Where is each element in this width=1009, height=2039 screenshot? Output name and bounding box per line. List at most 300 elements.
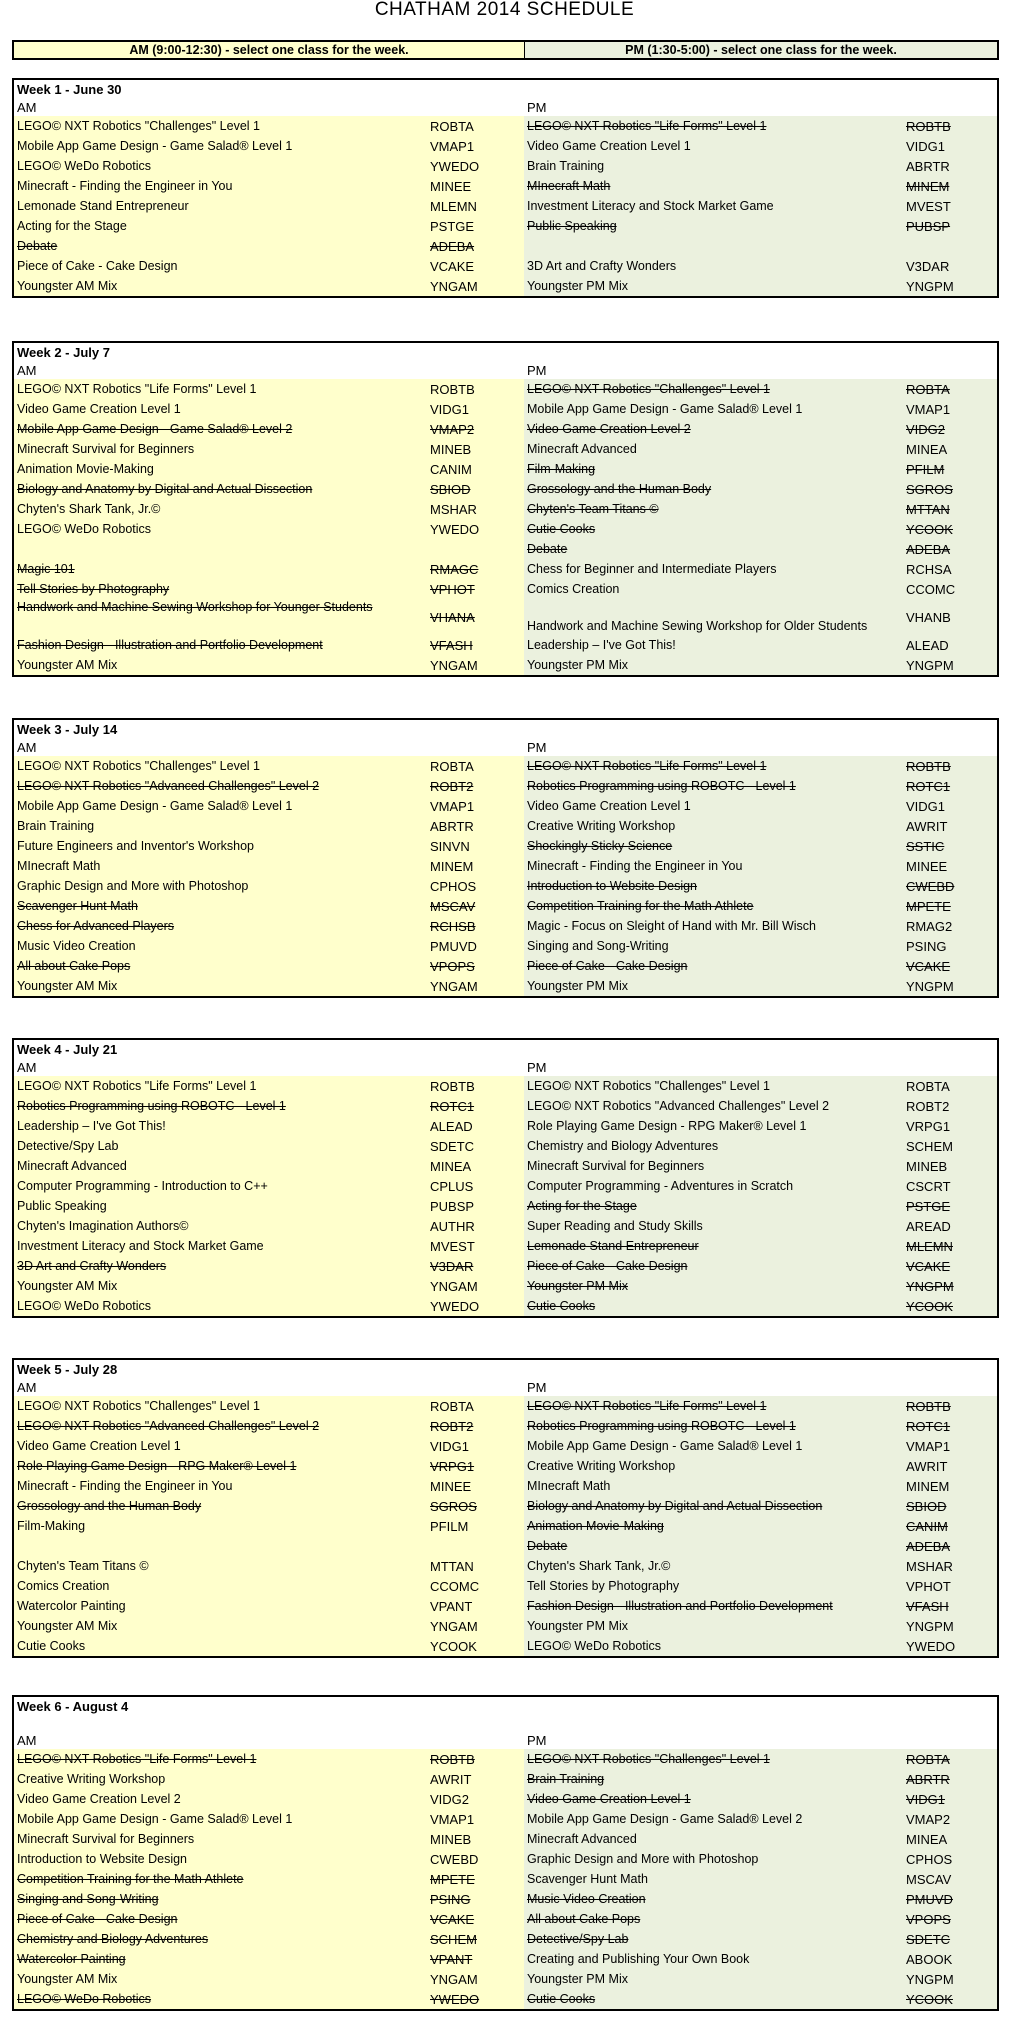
pm-class-name: LEGO© NXT Robotics "Challenges" Level 1	[524, 1076, 903, 1096]
pm-class-name: Detective/Spy Lab	[524, 1929, 903, 1949]
am-class-name: Brain Training	[14, 816, 427, 836]
class-row	[14, 1456, 997, 1476]
am-class-code: VPANT	[427, 1949, 524, 1969]
am-class-name: Music Video Creation	[14, 936, 427, 956]
pm-class-code: CANIM	[903, 1516, 997, 1536]
am-class-name: Investment Literacy and Stock Market Game	[14, 1236, 427, 1256]
pm-class-name: Animation Movie-Making	[524, 1516, 903, 1536]
am-class-name: Chyten's Imagination Authors©	[14, 1216, 427, 1236]
pm-class-code: YNGPM	[903, 976, 997, 996]
pm-class-name: Mobile App Game Design - Game Salad® Level 1	[524, 399, 903, 419]
am-class-name: 3D Art and Crafty Wonders	[14, 1256, 427, 1276]
class-row	[14, 579, 997, 599]
week-block	[12, 78, 999, 298]
class-row	[14, 1116, 997, 1136]
am-class-code: VPOPS	[427, 956, 524, 976]
am-class-name: Chess for Advanced Players	[14, 916, 427, 936]
pm-class-code: VIDG1	[903, 136, 997, 156]
class-row	[14, 1416, 997, 1436]
am-class-name: Acting for the Stage	[14, 216, 427, 236]
pm-class-code: ABRTR	[903, 1769, 997, 1789]
pm-class-code: YCOOK	[903, 1296, 997, 1316]
am-column-label: AM	[17, 1380, 37, 1395]
pm-class-code: VMAP1	[903, 399, 997, 419]
am-class-name: LEGO© NXT Robotics "Life Forms" Level 1	[14, 1076, 427, 1096]
am-column-label: AM	[17, 740, 37, 755]
class-row	[14, 1476, 997, 1496]
pm-class-name: Youngster PM Mix	[524, 655, 903, 675]
class-row	[14, 1596, 997, 1616]
pm-class-name: Cutie Cooks	[524, 519, 903, 539]
class-row	[14, 539, 997, 559]
am-class-name: Minecraft - Finding the Engineer in You	[14, 1476, 427, 1496]
am-class-name: Scavenger Hunt Math	[14, 896, 427, 916]
pm-class-code: MSHAR	[903, 1556, 997, 1576]
class-row	[14, 399, 997, 419]
class-row	[14, 1949, 997, 1969]
am-class-code: SDETC	[427, 1136, 524, 1156]
pm-class-code: ADEBA	[903, 1536, 997, 1556]
am-class-code: SGROS	[427, 1496, 524, 1516]
am-class-name: Chyten's Shark Tank, Jr.©	[14, 499, 427, 519]
class-row	[14, 1496, 997, 1516]
am-class-code: VMAP1	[427, 796, 524, 816]
am-class-name: LEGO© NXT Robotics "Challenges" Level 1	[14, 756, 427, 776]
class-row	[14, 156, 997, 176]
pm-class-name: Role Playing Game Design - RPG Maker® Level 1	[524, 1116, 903, 1136]
pm-class-code: SDETC	[903, 1929, 997, 1949]
am-class-name: Piece of Cake - Cake Design	[14, 256, 427, 276]
am-class-name: Video Game Creation Level 1	[14, 399, 427, 419]
class-row	[14, 459, 997, 479]
pm-class-name: Robotics Programming using ROBOTC - Level 1	[524, 1416, 903, 1436]
am-class-name: LEGO© WeDo Robotics	[14, 1296, 427, 1316]
pm-class-name: Acting for the Stage	[524, 1196, 903, 1216]
pm-class-name: Cutie Cooks	[524, 1296, 903, 1316]
page-title: CHATHAM 2014 SCHEDULE	[374, 0, 635, 20]
am-column-label: AM	[17, 1060, 37, 1075]
am-class-name: Magic 101	[14, 559, 427, 579]
class-row	[14, 1889, 997, 1909]
pm-class-code: VCAKE	[903, 1256, 997, 1276]
pm-class-code: VCAKE	[903, 956, 997, 976]
pm-class-name: Piece of Cake - Cake Design	[524, 1256, 903, 1276]
am-class-code: YNGAM	[427, 276, 524, 296]
pm-class-name: Youngster PM Mix	[524, 1276, 903, 1296]
am-class-name: Youngster AM Mix	[14, 1276, 427, 1296]
pm-class-code: MINEM	[903, 176, 997, 196]
class-row	[14, 196, 997, 216]
am-class-name: Role Playing Game Design - RPG Maker® Level 1	[14, 1456, 427, 1476]
pm-class-name: Minecraft Survival for Beginners	[524, 1156, 903, 1176]
am-class-code: YWEDO	[427, 1296, 524, 1316]
am-class-code: MINEB	[427, 1829, 524, 1849]
am-class-name: Youngster AM Mix	[14, 1616, 427, 1636]
am-class-code: ALEAD	[427, 1116, 524, 1136]
pm-class-code: MINEM	[903, 1476, 997, 1496]
am-class-name: Youngster AM Mix	[14, 976, 427, 996]
am-class-name: Film-Making	[14, 1516, 427, 1536]
am-class-code: MSHAR	[427, 499, 524, 519]
pm-class-code: MINEB	[903, 1156, 997, 1176]
class-row	[14, 439, 997, 459]
week-title: Week 4 - July 21	[17, 1042, 118, 1057]
week-title: Week 2 - July 7	[17, 345, 110, 360]
am-class-code: MVEST	[427, 1236, 524, 1256]
am-class-code: AUTHR	[427, 1216, 524, 1236]
class-row	[14, 1636, 997, 1656]
class-row	[14, 1156, 997, 1176]
class-row	[14, 776, 997, 796]
pm-class-code: ABRTR	[903, 156, 997, 176]
class-row	[14, 136, 997, 156]
pm-class-code: PSTGE	[903, 1196, 997, 1216]
am-class-name: Handwork and Machine Sewing Workshop for Younger Students	[14, 599, 427, 635]
pm-class-code: CWEBD	[903, 876, 997, 896]
am-class-name: LEGO© NXT Robotics "Advanced Challenges" Level 2	[14, 776, 427, 796]
am-class-name: Video Game Creation Level 2	[14, 1789, 427, 1809]
session-header	[12, 40, 999, 60]
week-block	[12, 718, 999, 998]
am-class-name: Competition Training for the Math Athlete	[14, 1869, 427, 1889]
pm-class-name: LEGO© NXT Robotics "Life Forms" Level 1	[524, 1396, 903, 1416]
am-class-name: All about Cake Pops	[14, 956, 427, 976]
class-row	[14, 1256, 997, 1276]
class-row	[14, 1516, 997, 1536]
pm-class-name: All about Cake Pops	[524, 1909, 903, 1929]
class-row	[14, 635, 997, 655]
pm-class-name: MInecraft Math	[524, 176, 903, 196]
pm-class-code: VPOPS	[903, 1909, 997, 1929]
class-row	[14, 1076, 997, 1096]
am-class-name: Future Engineers and Inventor's Workshop	[14, 836, 427, 856]
class-row	[14, 1749, 997, 1769]
am-class-code: PSTGE	[427, 216, 524, 236]
pm-class-name: Magic - Focus on Sleight of Hand with Mr. Bill Wisch	[524, 916, 903, 936]
am-class-code: ROBTB	[427, 1076, 524, 1096]
pm-class-name: Biology and Anatomy by Digital and Actual Dissection	[524, 1496, 903, 1516]
am-column-label: AM	[17, 1733, 37, 1748]
class-row	[14, 1989, 997, 2009]
am-class-code: PUBSP	[427, 1196, 524, 1216]
class-row	[14, 956, 997, 976]
class-row	[14, 479, 997, 499]
pm-class-code: YCOOK	[903, 1989, 997, 2009]
am-class-name: Biology and Anatomy by Digital and Actual Dissection	[14, 479, 427, 499]
class-row	[14, 1196, 997, 1216]
am-class-code: VHANA	[427, 599, 524, 635]
am-class-name: Youngster AM Mix	[14, 655, 427, 675]
class-row	[14, 499, 997, 519]
am-class-code: VPHOT	[427, 579, 524, 599]
pm-class-code: MTTAN	[903, 499, 997, 519]
am-class-code: RMAGC	[427, 559, 524, 579]
pm-class-code: VIDG2	[903, 419, 997, 439]
am-class-code: MSCAV	[427, 896, 524, 916]
am-class-name: Animation Movie-Making	[14, 459, 427, 479]
pm-class-code: YNGPM	[903, 1969, 997, 1989]
class-row	[14, 1576, 997, 1596]
pm-class-code: VPHOT	[903, 1576, 997, 1596]
pm-class-code: VFASH	[903, 1596, 997, 1616]
pm-class-code: ROBTA	[903, 1749, 997, 1769]
am-class-code: MLEMN	[427, 196, 524, 216]
pm-class-name: Music Video Creation	[524, 1889, 903, 1909]
am-class-name: Grossology and the Human Body	[14, 1496, 427, 1516]
week-column-labels	[14, 1380, 997, 1396]
pm-class-name: LEGO© NXT Robotics "Life Forms" Level 1	[524, 116, 903, 136]
pm-class-name: Video Game Creation Level 2	[524, 419, 903, 439]
am-class-code: VIDG1	[427, 399, 524, 419]
am-class-code: YNGAM	[427, 976, 524, 996]
class-row	[14, 1216, 997, 1236]
pm-class-name: Chess for Beginner and Intermediate Players	[524, 559, 903, 579]
class-row	[14, 276, 997, 296]
am-class-name: Chemistry and Biology Adventures	[14, 1929, 427, 1949]
class-row	[14, 1236, 997, 1256]
pm-class-name: Fashion Design - Illustration and Portfolio Development	[524, 1596, 903, 1616]
am-class-code: VFASH	[427, 635, 524, 655]
class-row	[14, 1809, 997, 1829]
am-class-code: SCHEM	[427, 1929, 524, 1949]
am-class-code: PSING	[427, 1889, 524, 1909]
pm-class-name: Debate	[524, 539, 903, 559]
am-class-code: ROBTA	[427, 116, 524, 136]
pm-class-code: VMAP2	[903, 1809, 997, 1829]
pm-class-name: LEGO© NXT Robotics "Challenges" Level 1	[524, 379, 903, 399]
pm-class-code: ROBTA	[903, 379, 997, 399]
pm-class-name: Film-Making	[524, 459, 903, 479]
am-class-code: CANIM	[427, 459, 524, 479]
pm-class-code: PMUVD	[903, 1889, 997, 1909]
am-class-code: VRPG1	[427, 1456, 524, 1476]
pm-class-name: LEGO© NXT Robotics "Advanced Challenges" Level 2	[524, 1096, 903, 1116]
pm-class-name: Public Speaking	[524, 216, 903, 236]
pm-class-code: YWEDO	[903, 1636, 997, 1656]
am-class-name: LEGO© NXT Robotics "Life Forms" Level 1	[14, 379, 427, 399]
class-row	[14, 256, 997, 276]
pm-column-label: PM	[527, 363, 547, 378]
am-column-label: AM	[17, 100, 37, 115]
am-class-code: YNGAM	[427, 655, 524, 675]
am-class-name: LEGO© NXT Robotics "Challenges" Level 1	[14, 1396, 427, 1416]
am-class-name: LEGO© NXT Robotics "Challenges" Level 1	[14, 116, 427, 136]
am-class-code: ROBT2	[427, 776, 524, 796]
class-row	[14, 1769, 997, 1789]
am-class-name: Computer Programming - Introduction to C++	[14, 1176, 427, 1196]
pm-class-name: Brain Training	[524, 1769, 903, 1789]
am-class-code: SBIOD	[427, 479, 524, 499]
am-class-code	[427, 539, 524, 559]
class-row	[14, 1436, 997, 1456]
am-class-code: CPLUS	[427, 1176, 524, 1196]
am-class-code	[427, 1536, 524, 1556]
am-class-code: ROTC1	[427, 1096, 524, 1116]
pm-class-name: Introduction to Website Design	[524, 876, 903, 896]
week-block	[12, 1695, 999, 2011]
am-class-name: Minecraft Survival for Beginners	[14, 1829, 427, 1849]
pm-session-header: PM (1:30-5:00) - select one class for the week.	[525, 42, 997, 58]
pm-class-name: Scavenger Hunt Math	[524, 1869, 903, 1889]
pm-class-code: CPHOS	[903, 1849, 997, 1869]
class-row	[14, 836, 997, 856]
pm-class-name: Handwork and Machine Sewing Workshop for Older Students	[524, 599, 903, 635]
am-class-code: PMUVD	[427, 936, 524, 956]
am-class-name: Minecraft Survival for Beginners	[14, 439, 427, 459]
pm-class-code: YNGPM	[903, 655, 997, 675]
class-row	[14, 1536, 997, 1556]
pm-class-name: Super Reading and Study Skills	[524, 1216, 903, 1236]
am-class-code: YNGAM	[427, 1969, 524, 1989]
pm-class-name: Robotics Programming using ROBOTC - Level 1	[524, 776, 903, 796]
class-row	[14, 1296, 997, 1316]
pm-class-name: Debate	[524, 1536, 903, 1556]
pm-class-code: PFILM	[903, 459, 997, 479]
am-class-code: V3DAR	[427, 1256, 524, 1276]
pm-class-name: Chyten's Team Titans ©	[524, 499, 903, 519]
pm-class-name: Shockingly Sticky Science	[524, 836, 903, 856]
am-class-code: ROBTB	[427, 379, 524, 399]
am-class-code: YCOOK	[427, 1636, 524, 1656]
pm-class-code: SCHEM	[903, 1136, 997, 1156]
week-column-labels	[14, 363, 997, 379]
pm-class-code: YNGPM	[903, 1276, 997, 1296]
am-class-name: Creative Writing Workshop	[14, 1769, 427, 1789]
pm-class-code: AREAD	[903, 1216, 997, 1236]
class-row	[14, 236, 997, 256]
pm-class-code: ABOOK	[903, 1949, 997, 1969]
week-title: Week 1 - June 30	[17, 82, 122, 97]
pm-class-code	[903, 236, 997, 256]
pm-class-code: MINEA	[903, 439, 997, 459]
class-row	[14, 559, 997, 579]
pm-class-code: ROBTA	[903, 1076, 997, 1096]
class-row	[14, 796, 997, 816]
pm-class-name: Leadership – I've Got This!	[524, 635, 903, 655]
pm-class-name: Creative Writing Workshop	[524, 816, 903, 836]
pm-class-code: SSTIC	[903, 836, 997, 856]
pm-class-name: Cutie Cooks	[524, 1989, 903, 2009]
am-class-code: VMAP1	[427, 1809, 524, 1829]
pm-class-code: VMAP1	[903, 1436, 997, 1456]
pm-class-code: YNGPM	[903, 1616, 997, 1636]
pm-class-name	[524, 236, 903, 256]
am-class-code: ROBTB	[427, 1749, 524, 1769]
pm-class-code: MSCAV	[903, 1869, 997, 1889]
pm-class-code: ADEBA	[903, 539, 997, 559]
am-class-name: Lemonade Stand Entrepreneur	[14, 196, 427, 216]
am-session-header: AM (9:00-12:30) - select one class for the week.	[14, 42, 525, 58]
pm-class-code: MLEMN	[903, 1236, 997, 1256]
class-row	[14, 216, 997, 236]
pm-class-code: MPETE	[903, 896, 997, 916]
am-class-name: Comics Creation	[14, 1576, 427, 1596]
week-title: Week 3 - July 14	[17, 722, 118, 737]
am-class-name: Detective/Spy Lab	[14, 1136, 427, 1156]
am-class-name: LEGO© NXT Robotics "Life Forms" Level 1	[14, 1749, 427, 1769]
pm-class-code: RCHSA	[903, 559, 997, 579]
week-block	[12, 1038, 999, 1318]
am-class-name: Graphic Design and More with Photoshop	[14, 876, 427, 896]
am-class-code: SINVN	[427, 836, 524, 856]
class-row	[14, 1396, 997, 1416]
am-class-name: Watercolor Painting	[14, 1949, 427, 1969]
class-row	[14, 1616, 997, 1636]
class-row	[14, 1849, 997, 1869]
pm-class-code: ALEAD	[903, 635, 997, 655]
pm-class-name: Video Game Creation Level 1	[524, 796, 903, 816]
pm-class-name: Creating and Publishing Your Own Book	[524, 1949, 903, 1969]
am-class-code: YWEDO	[427, 519, 524, 539]
pm-class-code: YCOOK	[903, 519, 997, 539]
am-class-name: Debate	[14, 236, 427, 256]
am-class-code: ROBTA	[427, 1396, 524, 1416]
am-class-code: CPHOS	[427, 876, 524, 896]
week-block	[12, 1358, 999, 1658]
pm-class-code: ROTC1	[903, 1416, 997, 1436]
pm-class-name: Competition Training for the Math Athlete	[524, 896, 903, 916]
am-class-code: VCAKE	[427, 1909, 524, 1929]
pm-class-name: Mobile App Game Design - Game Salad® Level 1	[524, 1436, 903, 1456]
pm-class-name: LEGO© WeDo Robotics	[524, 1636, 903, 1656]
am-class-name: Youngster AM Mix	[14, 276, 427, 296]
pm-class-code: ROTC1	[903, 776, 997, 796]
pm-class-code: V3DAR	[903, 256, 997, 276]
am-class-code: ROBTA	[427, 756, 524, 776]
am-class-code: VIDG1	[427, 1436, 524, 1456]
am-class-name: Tell Stories by Photography	[14, 579, 427, 599]
pm-class-name: Youngster PM Mix	[524, 1969, 903, 1989]
pm-class-code: PSING	[903, 936, 997, 956]
am-class-name: Watercolor Painting	[14, 1596, 427, 1616]
pm-class-name: Chyten's Shark Tank, Jr.©	[524, 1556, 903, 1576]
am-class-name: Robotics Programming using ROBOTC - Level 1	[14, 1096, 427, 1116]
am-class-code: YWEDO	[427, 1989, 524, 2009]
class-row	[14, 1909, 997, 1929]
class-row	[14, 519, 997, 539]
am-class-name	[14, 1536, 427, 1556]
pm-class-name: Minecraft Advanced	[524, 1829, 903, 1849]
am-class-code: MPETE	[427, 1869, 524, 1889]
am-class-code: YWEDO	[427, 156, 524, 176]
pm-class-name: Comics Creation	[524, 579, 903, 599]
pm-class-name: Video Game Creation Level 1	[524, 1789, 903, 1809]
class-row	[14, 1136, 997, 1156]
pm-class-name: Graphic Design and More with Photoshop	[524, 1849, 903, 1869]
pm-class-code: ROBTB	[903, 756, 997, 776]
class-row	[14, 976, 997, 996]
am-class-name: Video Game Creation Level 1	[14, 1436, 427, 1456]
pm-class-name: Chemistry and Biology Adventures	[524, 1136, 903, 1156]
am-class-name: Piece of Cake - Cake Design	[14, 1909, 427, 1929]
am-class-name: Mobile App Game Design - Game Salad® Level 2	[14, 419, 427, 439]
am-column-label: AM	[17, 363, 37, 378]
am-class-code: ABRTR	[427, 816, 524, 836]
am-class-name: Minecraft Advanced	[14, 1156, 427, 1176]
class-row	[14, 936, 997, 956]
class-row	[14, 176, 997, 196]
class-row	[14, 379, 997, 399]
pm-class-name: Grossology and the Human Body	[524, 479, 903, 499]
class-row	[14, 419, 997, 439]
am-class-code: PFILM	[427, 1516, 524, 1536]
class-row	[14, 1929, 997, 1949]
pm-class-name: Youngster PM Mix	[524, 976, 903, 996]
pm-column-label: PM	[527, 100, 547, 115]
am-class-name: Singing and Song-Writing	[14, 1889, 427, 1909]
pm-class-name: Mobile App Game Design - Game Salad® Level 2	[524, 1809, 903, 1829]
class-row	[14, 1096, 997, 1116]
